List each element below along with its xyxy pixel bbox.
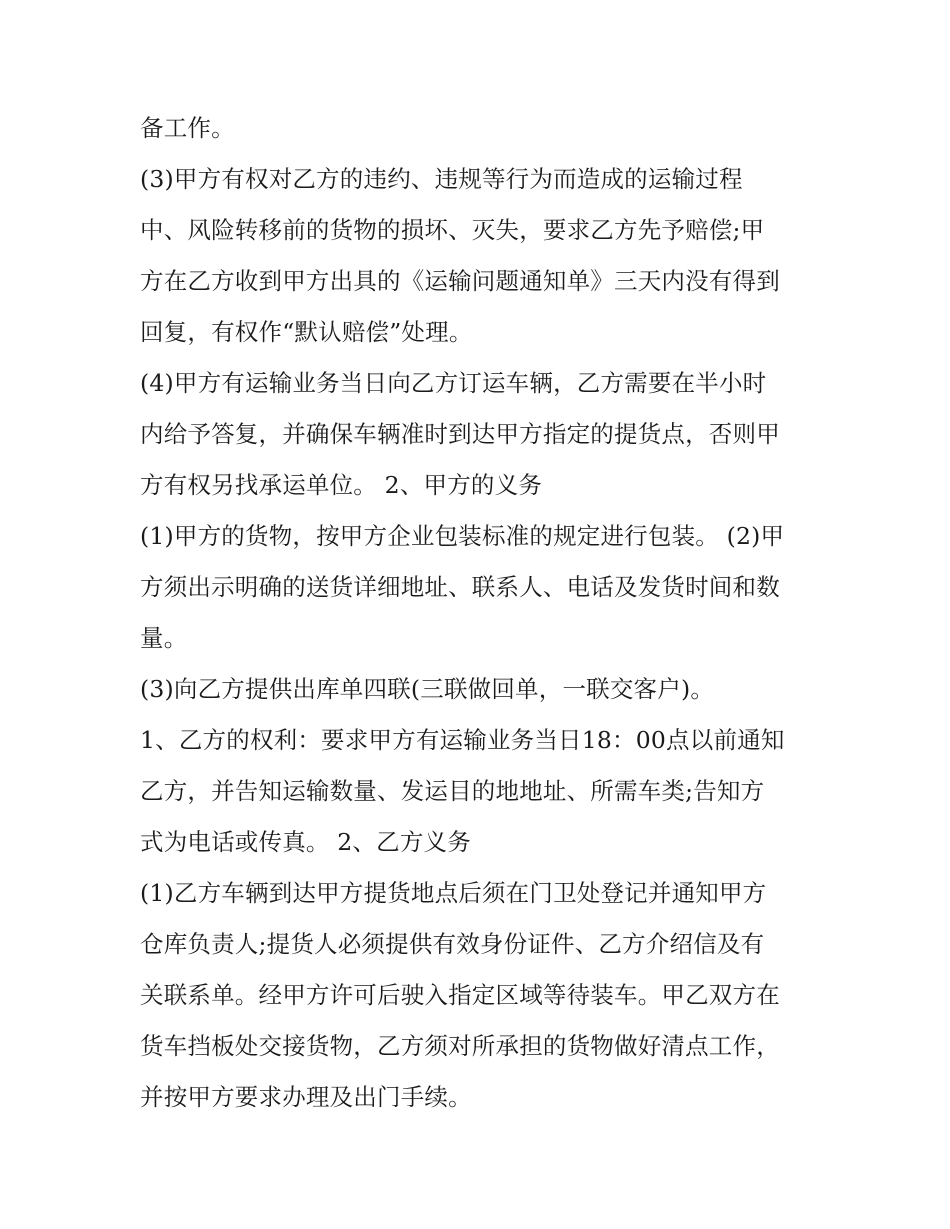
text-line: 关联系单。经甲方许可后驶入指定区域等待装车。甲乙双方在 bbox=[140, 981, 780, 1009]
text-line: 方在乙方收到甲方出具的《运输问题通知单》三天内没有得到 bbox=[140, 267, 780, 295]
text-line: 方有权另找承运单位。 2、甲方的义务 bbox=[140, 471, 543, 499]
text-line: 内给予答复，并确保车辆准时到达甲方指定的提货点，否则甲 bbox=[140, 420, 780, 448]
text-line: 仓库负责人;提货人必须提供有效身份证件、乙方介绍信及有 bbox=[140, 930, 765, 958]
text-line: 式为电话或传真。 2、乙方义务 bbox=[140, 828, 471, 856]
text-line: (3)甲方有权对乙方的违约、违规等行为而造成的运输过程 bbox=[140, 165, 743, 193]
text-line: 1、乙方的权利：要求甲方有运输业务当日18：00点以前通知 bbox=[140, 726, 785, 754]
text-line: 备工作。 bbox=[140, 114, 235, 142]
text-line: 方须出示明确的送货详细地址、联系人、电话及发货时间和数 bbox=[140, 573, 780, 601]
text-line: (3)向乙方提供出库单四联(三联做回单，一联交客户)。 bbox=[140, 675, 715, 703]
text-line: 中、风险转移前的货物的损坏、灭失，要求乙方先予赔偿;甲 bbox=[140, 216, 765, 244]
text-line: 并按甲方要求办理及出门手续。 bbox=[140, 1083, 472, 1111]
text-line: (4)甲方有运输业务当日向乙方订运车辆，乙方需要在半小时 bbox=[140, 369, 767, 397]
text-line: 货车挡板处交接货物，乙方须对所承担的货物做好清点工作， bbox=[140, 1032, 780, 1060]
text-line: 量。 bbox=[140, 624, 188, 652]
text-line: 乙方，并告知运输数量、发运目的地地址、所需车类;告知方 bbox=[140, 777, 765, 805]
text-line: 回复，有权作“默认赔偿”处理。 bbox=[140, 318, 473, 346]
text-line: (1)甲方的货物，按甲方企业包装标准的规定进行包装。 (2)甲 bbox=[140, 522, 785, 550]
document-body bbox=[140, 103, 820, 1123]
text-line: (1)乙方车辆到达甲方提货地点后须在门卫处登记并通知甲方 bbox=[140, 879, 767, 907]
